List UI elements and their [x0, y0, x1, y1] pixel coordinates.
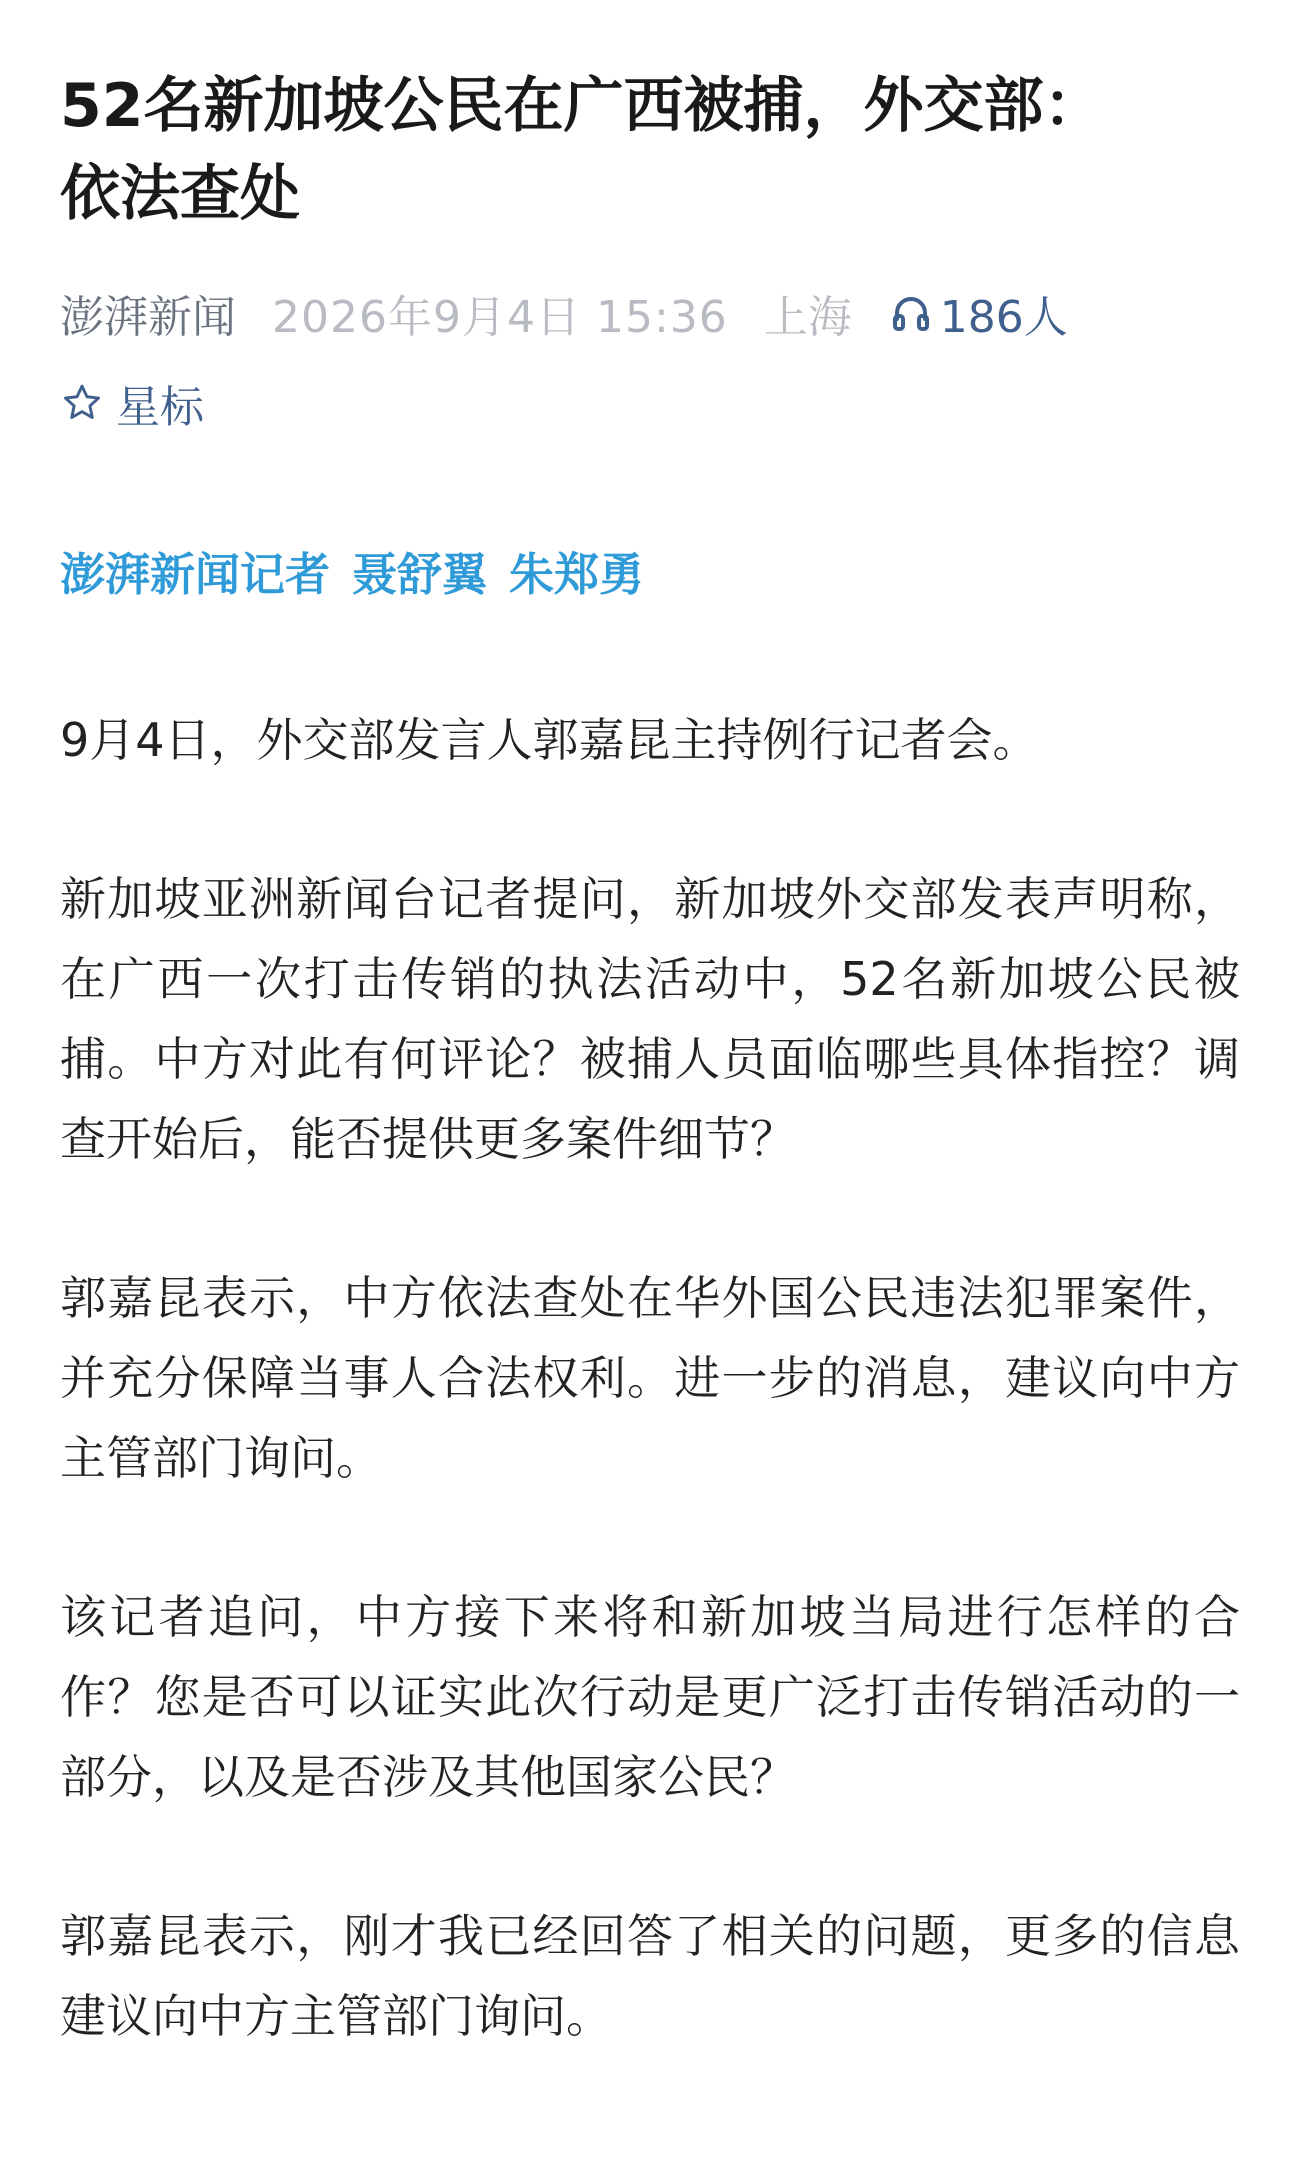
article-meta: [60, 278, 1068, 348]
source-name[interactable]: 澎湃新闻: [60, 292, 236, 343]
star-outline-icon: [60, 381, 104, 425]
headphones-icon: [892, 293, 930, 333]
byline-author-1[interactable]: 聂舒翼: [352, 548, 488, 601]
byline-author-2[interactable]: 朱郑勇: [509, 548, 645, 601]
paragraph: 9月4日，外交部发言人郭嘉昆主持例行记者会。: [60, 713, 1039, 767]
byline: [60, 540, 644, 610]
publish-location: 上海: [763, 292, 852, 343]
article-body: [60, 700, 1240, 2135]
paragraph: 郭嘉昆表示，中方依法查处在华外国公民违法犯罪案件，并充分保障当事人合法权利。进一步的消息，建议向中方主管部门询问。: [60, 1271, 1240, 1485]
publish-datetime: 2026年9月4日 15:36: [272, 292, 728, 343]
listen-button[interactable]: [892, 281, 1068, 345]
listen-count: 186人: [939, 292, 1068, 343]
paragraph: 郭嘉昆表示，刚才我已经回答了相关的问题，更多的信息建议向中方主管部门询问。: [60, 1909, 1240, 2043]
article-title: 52名新加坡公民在广西被捕，外交部：依法查处: [60, 71, 1104, 229]
star-button[interactable]: [60, 368, 204, 438]
byline-prefix: 澎湃新闻记者: [60, 548, 331, 601]
paragraph: 新加坡亚洲新闻台记者提问，新加坡外交部发表声明称，在广西一次打击传销的执法活动中，52名新加坡公民被捕。中方对此有何评论？被捕人员面临哪些具体指控？调查开始后，能否提供更多案件细节？: [60, 872, 1240, 1166]
star-label: 星标: [116, 382, 204, 433]
paragraph: 该记者追问，中方接下来将和新加坡当局进行怎样的合作？您是否可以证实此次行动是更广泛打击传销活动的一部分，以及是否涉及其他国家公民？: [60, 1590, 1240, 1804]
